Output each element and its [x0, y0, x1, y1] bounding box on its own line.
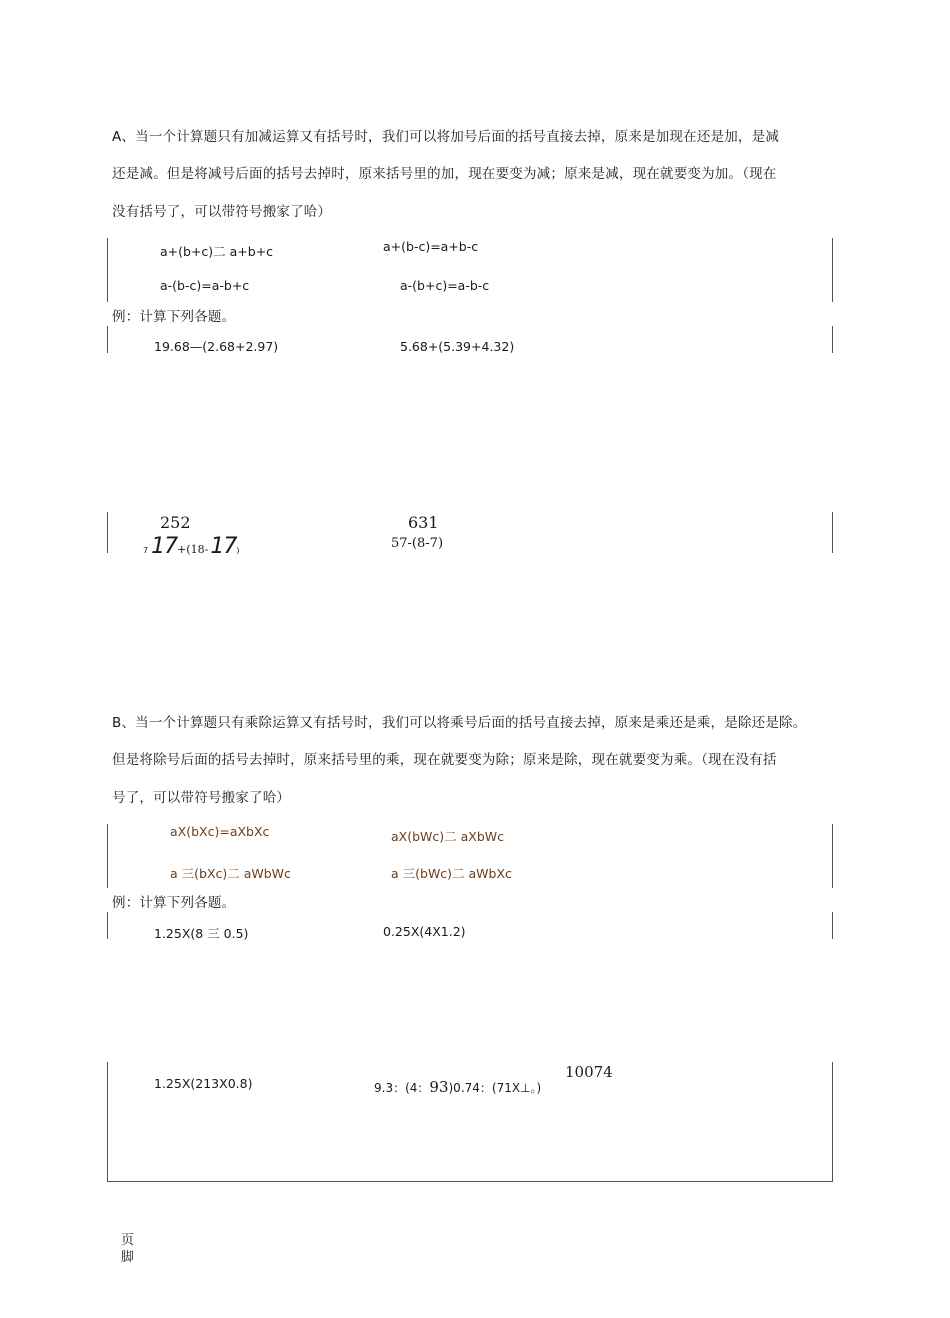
example-b-4-part-b: 93 — [429, 1078, 449, 1096]
section-a-line-3: 没有括号了，可以带符号搬家了哈） — [112, 204, 332, 220]
rule-a-3: a-(b-c)=a-b+c — [160, 278, 250, 293]
frac-1-big-b: 17 — [210, 534, 237, 559]
example-label-b: 例：计算下列各题。 — [112, 895, 236, 911]
frac-2-numerator: 631 — [408, 513, 439, 532]
example-a-1: 19.68—(2.68+2.97) — [154, 339, 279, 354]
page-footer — [121, 1232, 134, 1266]
example-a-2: 5.68+(5.39+4.32) — [400, 339, 515, 354]
example-b-3: 1.25X(213X0.8) — [154, 1076, 253, 1091]
section-b-line-3: 号了，可以带符号搬家了哈） — [112, 790, 291, 806]
bottom-box-right-border — [832, 1062, 833, 1181]
rule-a-4: a-(b+c)=a-b-c — [400, 278, 490, 293]
rule-a-2: a+(b-c)=a+b-c — [383, 239, 479, 254]
frac-1-post: ) — [236, 546, 240, 555]
examples-a-right-border — [832, 326, 833, 353]
frac-1-numerator: 252 — [160, 513, 191, 532]
examples-a-left-border — [107, 326, 108, 353]
rules-a-right-border — [832, 238, 833, 302]
rule-b-2: aX(bWc)二 aXbWc — [391, 829, 505, 844]
example-b-4-part-a: 9.3：(4： — [374, 1081, 430, 1095]
example-label-a: 例：计算下列各题。 — [112, 309, 236, 325]
example-b-4 — [374, 1078, 541, 1096]
rules-b-right-border — [832, 824, 833, 888]
examples-b-right-border — [832, 912, 833, 939]
footer-line-2: 脚 — [121, 1250, 135, 1265]
section-b-line-1: B、当一个计算题只有乘除运算又有括号时，我们可以将乘号后面的括号直接去掉，原来是乘还是乘，是除还是除。 — [112, 715, 807, 731]
frac-1-expression — [143, 535, 239, 559]
example-b-4-part-c: )0.74：(71X — [448, 1081, 521, 1095]
example-b-2: 0.25X(4X1.2) — [383, 924, 466, 939]
footer-line-1: 页 — [121, 1233, 135, 1248]
frac-1-mid: +(18- — [177, 543, 209, 556]
example-b-4-numerator: 10074 — [565, 1063, 613, 1081]
example-b-4-part-d: ⊥。) — [520, 1081, 542, 1095]
section-b-line-2: 但是将除号后面的括号去掉时，原来括号里的乘，现在就要变为除；原来是除，现在就要变为乘。（现在没有括 — [112, 752, 777, 768]
rule-b-4: a 三(bWc)二 aWbXc — [391, 866, 512, 881]
frac-a-right-border — [832, 512, 833, 553]
rule-b-1: aX(bXc)=aXbXc — [170, 824, 270, 839]
rules-b-left-border — [107, 824, 108, 888]
frac-a-left-border — [107, 512, 108, 553]
examples-b-left-border — [107, 912, 108, 939]
frac-1-pre: 7 — [143, 546, 149, 555]
rule-a-1: a+(b+c)二 a+b+c — [160, 244, 274, 259]
rule-b-3: a 三(bXc)二 aWbWc — [170, 866, 291, 881]
bottom-box-left-border — [107, 1062, 108, 1181]
example-b-1: 1.25X(8 三 0.5) — [154, 926, 249, 941]
frac-1-big-a: 17 — [151, 534, 178, 559]
frac-2-expression: 57-(8-7) — [391, 536, 444, 551]
rules-a-left-border — [107, 238, 108, 302]
bottom-box-bottom-border — [107, 1181, 833, 1182]
section-a-line-2: 还是减。但是将减号后面的括号去掉时，原来括号里的加，现在要变为减；原来是减，现在就要变为加。（现在 — [112, 166, 777, 182]
section-a-line-1: A、当一个计算题只有加减运算又有括号时，我们可以将加号后面的括号直接去掉，原来是加现在还是加，是减 — [112, 129, 780, 145]
